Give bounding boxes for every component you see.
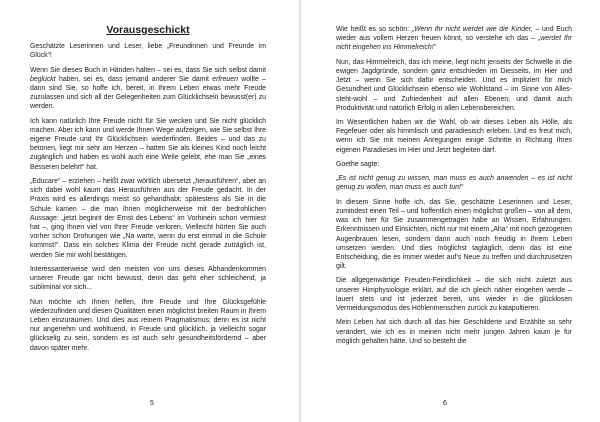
body-paragraph (336, 318, 572, 346)
italic-text-run: „Wenn Ihr nicht werdet wie die Kinder, (411, 26, 533, 33)
body-paragraph (30, 66, 266, 112)
text-run: In diesem Sinne hoffe ich, das Sie, geschätzte Leserinnen und Leser, zumindest einen Teil – und hoffentlich einen möglichst großen – von all dem, was ich hier für Sie zusammengetragen habe an Wissen, Erfahrungen, Erkenntnissen und Einsichten, nicht nur mit einem „Aha“ mit noch gezogenen Augenbrauen lesen, sondern dann auch noch freudig in Ihrem Leben umsetzen werden. Und dies möglichst tagtäglich, denn das ist eine Entscheidung, die es immer wieder auf‘s Neue zu treffen und durchzusetzen gilt. (336, 198, 572, 271)
text-run: haben, sei es, dass jemand anderer Sie damit (55, 75, 213, 83)
body-paragraph (336, 160, 572, 169)
body-paragraph (336, 174, 572, 192)
body-paragraph (336, 58, 572, 113)
body-paragraph (336, 25, 572, 53)
italic-text-run: beglückt (30, 75, 56, 83)
left-paragraphs (30, 42, 266, 353)
body-paragraph (30, 265, 266, 293)
left-text-column (30, 26, 266, 358)
page-number-right: 6 (443, 400, 447, 407)
italic-text-run: „werdet Ihr nicht eingehen ins Himmelreich!“ (336, 35, 573, 52)
text-run: Goethe sagte: (336, 160, 380, 168)
chapter-title: Vorausgeschickt (106, 24, 190, 36)
right-paragraphs (336, 25, 572, 346)
body-paragraph (336, 118, 572, 155)
italic-text-run: erfreuen (212, 75, 238, 83)
text-run: Wie heißt es so schön: (336, 26, 412, 33)
text-run: „Educare“ – erziehen – heißt zwar wörtlich übersetzt „herausführen“, aber an sich dabei wohl kaum das Herausführen aus der Freude gedacht. In der Praxis wird es allerdings meist so gehandhabt: spätestens als Sie in die Schule kamen – die man Ihnen möglicherweise mit der bedrohlichen Aussage: „jetzt beginnt der Ernst des Lebens“ im Vorhinein schon vermiest hat –, ging Ihnen viel von Ihrer Freude verloren. Vielleicht hörten Sie auch vorher schon Drohungen wie „Na warte, wenn du erst einmal in die Schule kommst!“. Dass ein solches Klima der Freude nicht gerade zuträglich ist, werden Sie mir wohl bestätigen. (30, 177, 266, 259)
text-run: Im Wesentlichen haben wir die Wahl, ob wir dieses Leben als Hölle, als Fegefeuer oder als himmlisch und paradiesisch erleben. Und es freut mich, wenn ich Sie mit meinen Anregungen einige Schritte in Richtung Ihres eigenen Paradieses im Hier und Jetzt begleiten darf. (336, 119, 572, 154)
body-paragraph (30, 42, 266, 60)
right-page (301, 0, 600, 422)
text-run: Nun möchte ich Ihnen helfen, Ihre Freude und Ihre Glücksgefühle wiederzufinden und diesen Qualitäten einen möglichst breiten Raum in Ihrem Leben einzuräumen. Und dies aus reinem Pragmatismus; denn es ist nicht nur angenehm und wohltuend, in Freude und glücklich, ja vielleicht sogar glückselig zu sein, sondern es ist auch sehr gesundheitsfördernd – aber davon später mehr. (30, 298, 266, 352)
text-run: Ich kann natürlich Ihre Freude nicht für Sie wecken und Sie nicht glücklich machen. Aber ich kann und werde Ihnen Wege aufzeigen, wie Sie selbst Ihre eigene Freude und Ihr Glücklichsein wiederfinden. Beides – und das zu betonen, liegt mir sehr am Herzen – hatten Sie als kleines Kind noch leicht zugänglich und haben es wohl auch eine Weile gelebt, ehe man Sie „eines Besseren belehrt“ hat. (30, 117, 266, 171)
body-paragraph (30, 117, 266, 172)
body-paragraph (336, 198, 572, 272)
body-paragraph (30, 177, 266, 260)
page-number-left: 5 (150, 400, 154, 407)
text-run: Die allgegenwärtige Freuden-Feindlichkeit – die sich nicht zuletzt aus unserer Himphysiologie erklärt, auf die ich gleich näher eingehen werde – lauert stets und ist jederzeit bereit, uns wieder in die glücklosen Vermeidungsmodus des Höhlenmenschen zurück zu katapultieren. (336, 277, 572, 313)
text-run: Geschätzte Leserinnen und Leser, liebe „Freundinnen und Freunde im Glück“! (30, 43, 266, 60)
text-run: – und Euch wieder aus vollem Herzen freuen könnt, so verstehe ich das – (336, 26, 572, 43)
italic-text-run: „Es ist nicht genug zu wissen, man muss es auch anwenden – es ist nicht genug zu wollen, man muss es auch tun!“ (336, 175, 572, 192)
text-run: wollte – dann sind Sie, so hoffe ich, bereit, in Ihrem Leben etwas mehr Freude zuzulassen und sich all der Gelegenheiten zum Glücklichsein bewusst(er) zu werden. (30, 75, 266, 111)
text-run: Wenn Sie dieses Buch in Händen halten – sei es, dass Sie sich selbst damit (30, 66, 266, 74)
body-paragraph (30, 298, 266, 353)
body-paragraph (336, 276, 572, 313)
text-run: Mein Leben hat sich durch all das hier Geschilderte und Erzählte so sehr verändert, wie ich es in meinen nicht mehr jungen Jahren kaum je für möglich gehalten hätte. Und so besteht die (336, 319, 572, 345)
text-run: Nun, das Himmelreich, das ich meine, liegt nicht jenseits der Schwelle in die ewigen Jagdgründe, sondern ganz entschieden im Diesseits, im Hier und Jetzt – wenn Sie sich dafür entscheiden. Und es impliziert für mich Gesundheit und Glücklichsein ebenso wie Wohlstand – im Sinne von Alles-steht-wohl – und Zufriedenheit auf allen Ebenen; und damit auch Produktivität und natürlich Erfolg in allen Lebensbereichen. (336, 58, 572, 112)
right-text-column (336, 25, 572, 351)
text-run: Interessanterweise wird den meisten von uns dieses Abhandenkommen unserer Freude gar nicht bewusst, denn das geht eher schleichend, ja subliminal vor sich... (30, 265, 266, 292)
